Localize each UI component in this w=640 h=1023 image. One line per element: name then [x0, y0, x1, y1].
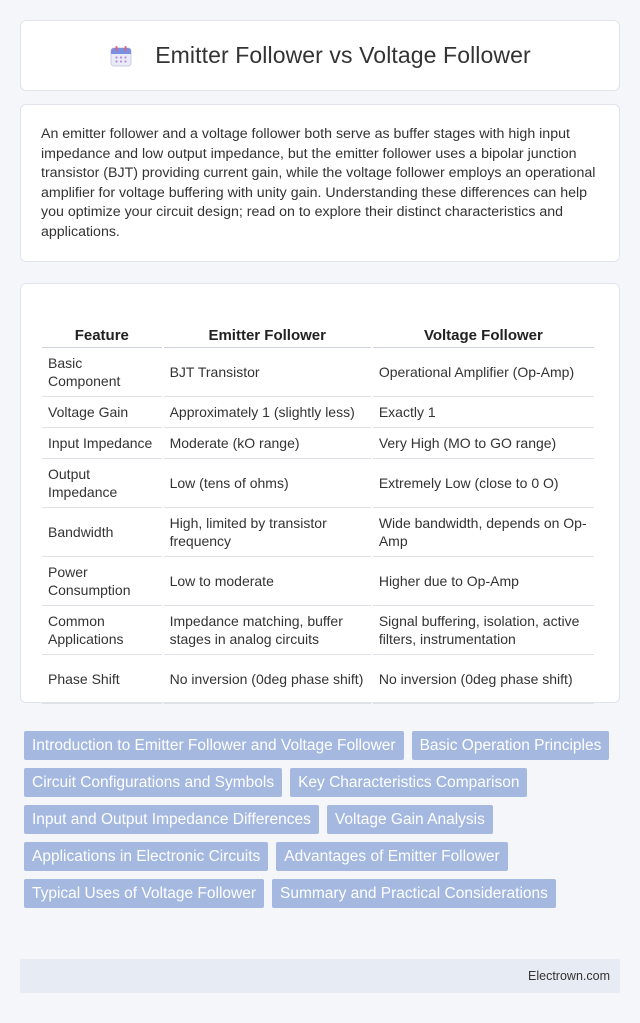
row-feature: Input Impedance	[42, 428, 162, 459]
row-feature: Output Impedance	[42, 459, 162, 508]
row-emitter-value: BJT Transistor	[164, 348, 371, 397]
row-emitter-value: High, limited by transistor frequency	[164, 508, 371, 557]
topic-link[interactable]: Applications in Electronic Circuits	[24, 842, 268, 871]
row-voltage-value: Higher due to Op-Amp	[373, 557, 594, 606]
topic-link[interactable]: Circuit Configurations and Symbols	[24, 768, 282, 797]
table-row	[42, 348, 594, 397]
title-wrap	[109, 42, 531, 69]
header-feature: Feature	[42, 304, 162, 348]
header-voltage-follower: Voltage Follower	[373, 304, 594, 348]
row-emitter-value: Low to moderate	[164, 557, 371, 606]
row-feature: Bandwidth	[42, 508, 162, 557]
topic-link[interactable]: Key Characteristics Comparison	[290, 768, 527, 797]
row-voltage-value: Signal buffering, isolation, active filters, instrumentation	[373, 606, 594, 655]
row-emitter-value: No inversion (0deg phase shift)	[164, 655, 371, 704]
row-feature: Common Applications	[42, 606, 162, 655]
row-voltage-value: No inversion (0deg phase shift)	[373, 655, 594, 704]
table-header-row	[42, 304, 594, 348]
row-emitter-value: Moderate (kO range)	[164, 428, 371, 459]
footer	[20, 959, 620, 993]
table-row	[42, 606, 594, 655]
intro-text: An emitter follower and a voltage follower both serve as buffer stages with high input impedance and low output impedance, but the emitter follower uses a bipolar junction transistor (BJT) providing current gain, while the voltage follower employs an operational amplifier for voltage buffering with unity gain. Understanding these differences can help you optimize your circuit design; read on to explore their distinct characteristics and applications.	[41, 126, 596, 240]
table-row	[42, 459, 594, 508]
row-emitter-value: Low (tens of ohms)	[164, 459, 371, 508]
table-row	[42, 557, 594, 606]
topic-link[interactable]: Input and Output Impedance Differences	[24, 805, 319, 834]
row-voltage-value: Very High (MO to GO range)	[373, 428, 594, 459]
topic-links	[24, 731, 620, 908]
row-feature: Phase Shift	[42, 655, 162, 704]
row-feature: Power Consumption	[42, 557, 162, 606]
header-emitter-follower: Emitter Follower	[164, 304, 371, 348]
topic-link[interactable]: Voltage Gain Analysis	[327, 805, 493, 834]
topic-link[interactable]: Typical Uses of Voltage Follower	[24, 879, 264, 908]
table-row	[42, 655, 594, 704]
footer-brand[interactable]: Electrown.com	[528, 969, 610, 983]
topic-link[interactable]: Basic Operation Principles	[412, 731, 610, 760]
intro-card	[20, 104, 620, 262]
row-feature: Basic Component	[42, 348, 162, 397]
page-title: Emitter Follower vs Voltage Follower	[155, 42, 531, 68]
table-card	[20, 283, 620, 703]
row-emitter-value: Impedance matching, buffer stages in analog circuits	[164, 606, 371, 655]
comparison-table	[40, 304, 596, 704]
topic-link[interactable]: Summary and Practical Considerations	[272, 879, 556, 908]
row-voltage-value: Wide bandwidth, depends on Op-Amp	[373, 508, 594, 557]
table-row	[42, 428, 594, 459]
topic-link[interactable]: Introduction to Emitter Follower and Voltage Follower	[24, 731, 404, 760]
title-card	[20, 20, 620, 91]
table-row	[42, 508, 594, 557]
row-voltage-value: Operational Amplifier (Op-Amp)	[373, 348, 594, 397]
row-feature: Voltage Gain	[42, 397, 162, 428]
row-voltage-value: Exactly 1	[373, 397, 594, 428]
table-row	[42, 397, 594, 428]
topic-link[interactable]: Advantages of Emitter Follower	[276, 842, 507, 871]
row-voltage-value: Extremely Low (close to 0 O)	[373, 459, 594, 508]
calendar-icon	[109, 44, 133, 68]
row-emitter-value: Approximately 1 (slightly less)	[164, 397, 371, 428]
